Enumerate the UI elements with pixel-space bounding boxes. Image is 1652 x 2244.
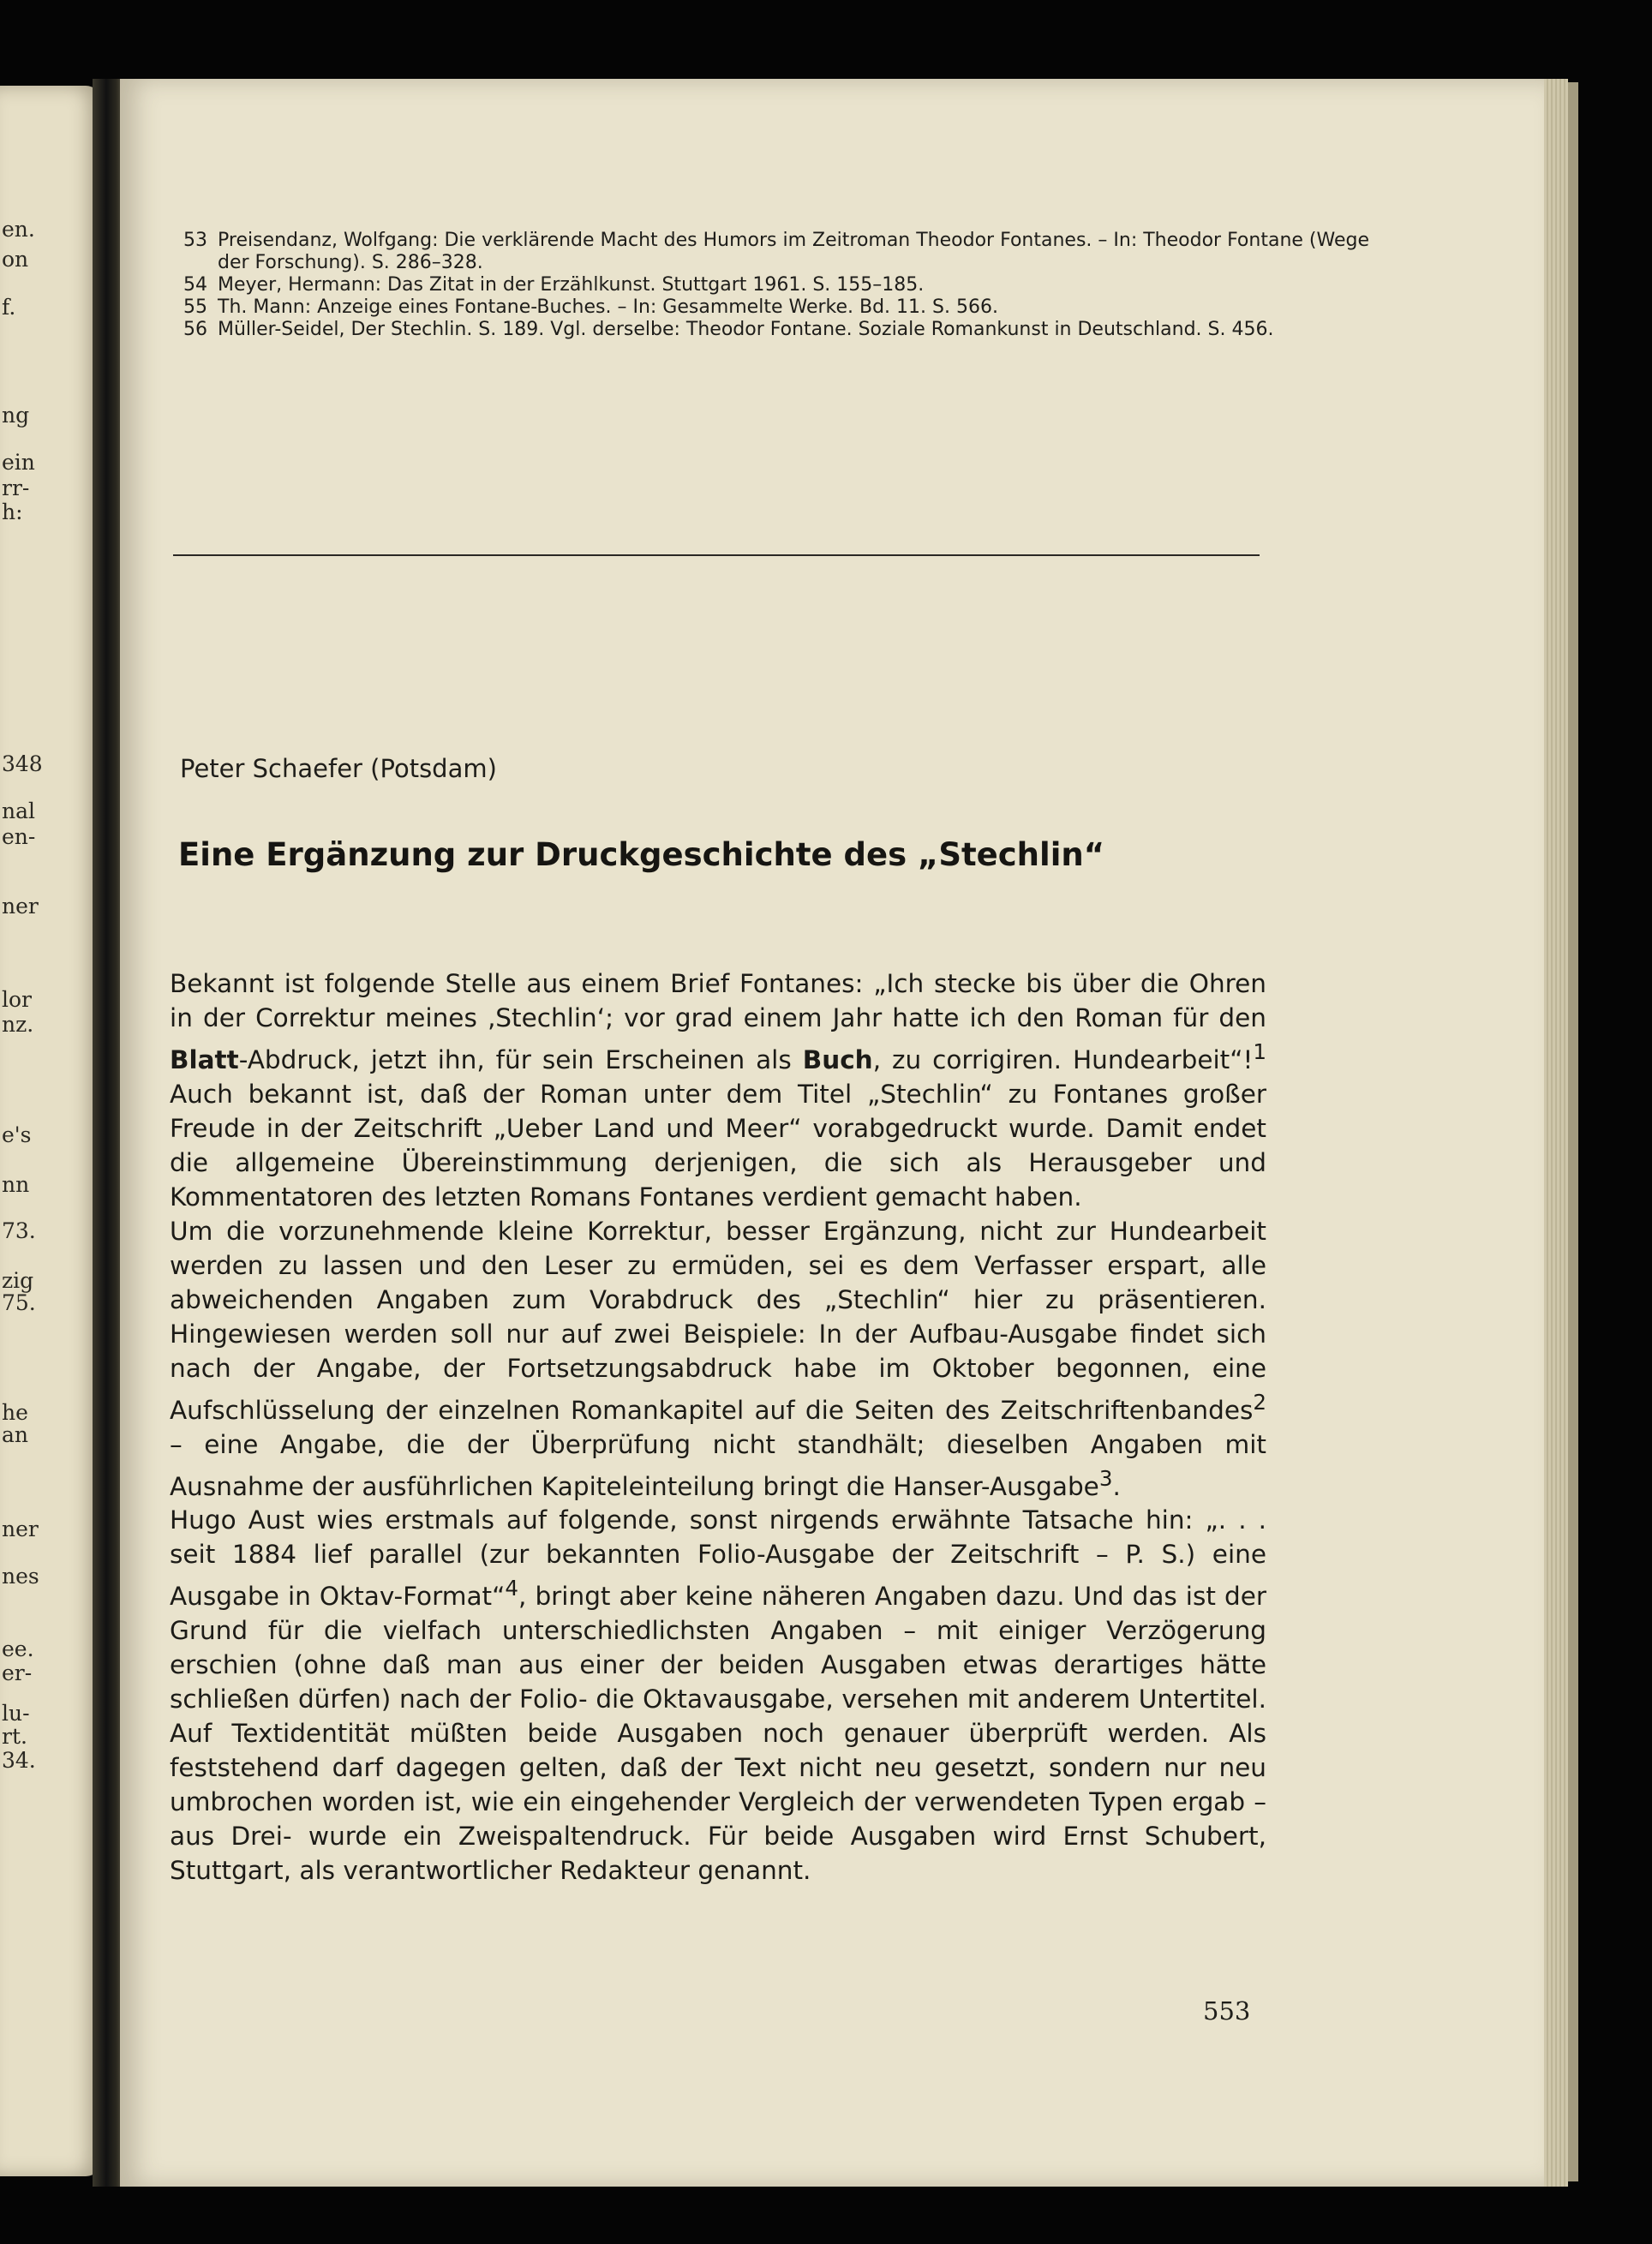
left-fragment: rr- [2,476,30,500]
footnote-number: 54 [183,274,207,296]
footnotes [183,230,1400,341]
footnote [183,319,1400,341]
left-fragment: nes [2,1564,39,1589]
footnote-text: Müller-Seidel, Der Stechlin. S. 189. Vgl. derselbe: Theodor Fontane. Soziale Romankunst in Deutschland. S. 456. [218,319,1274,340]
text-run: , bringt aber keine näheren Angaben dazu. Und das ist der Grund für die vielfach unterschiedlichsten Angaben – mit einiger Verzögerung erschien (ohne daß man aus einer der beiden Ausgaben etwas derartiges hätte schließen dürfen) nach der Folio- die Oktavausgabe, versehen mit anderem Untertitel. Auf Textidentität müßten beide Ausgaben noch genauer überprüft werden. Als feststehend darf dagegen gelten, daß der Text nicht neu gesetzt, sondern nur neu umbrochen worden ist, wie ein eingehender Vergleich der verwendeten Typen ergab – aus Drei- wurde ein Zweispaltendruck. Für beide Ausgaben wird Ernst Schubert, Stuttgart, als verantwortlicher Redakteur genannt. [170,1582,1266,1886]
text-run: Um die vorzunehmende kleine Korrektur, besser Ergänzung, nicht zur Hundearbeit werden zu lassen und den Leser zu ermüden, sei es dem Verfasser erspart, alle abweichenden Angaben zum Vorabdruck des „Stechlin“ hier zu präsentieren. Hingewiesen werden soll nur auf zwei Beispiele: In der Aufbau-Ausgabe findet sich nach der Angabe, der Fortsetzungsabdruck habe im Oktober begonnen, eine Aufschlüsselung der einzelnen Romankapitel auf die Seiten des Zeitschriftenbandes [170,1216,1266,1425]
text-run: Auch bekannt ist, daß der Roman unter dem Titel „Stechlin“ zu Fontanes großer Freude in der Zeitschrift „Ueber Land und Meer“ vorabgedruckt wurde. Damit endet die allgemeine Übereinstimmung derjenigen, die sich als Herausgeber und Kommentatoren des letzten Romans Fontanes verdient gemacht haben. [170,1079,1266,1212]
paragraph [170,1503,1266,1888]
page-number: 553 [1203,1996,1251,2026]
left-fragment: lu- [2,1701,30,1726]
left-fragment: rt. [2,1724,27,1749]
footnote-number: 56 [183,319,207,340]
text-run: Bekannt ist folgende Stelle aus einem Brief Fontanes: „Ich stecke bis über die Ohren in der Correktur meines ‚Stechlin‘; vor grad einem Jahr hatte ich den Roman für den [170,969,1266,1032]
left-fragment: er- [2,1661,33,1685]
footnote-marker: 1 [1253,1039,1266,1064]
left-fragment: zig [2,1268,34,1293]
text-run: -Abdruck, jetzt ihn, für sein Erscheinen als [238,1044,803,1074]
footnote-marker: 4 [505,1576,519,1601]
left-fragment: h: [2,500,23,524]
text-run: Hugo Aust wies erstmals auf folgende, sonst nirgends erwähnte Tatsache hin: „. . . seit 1884 lief parallel (zur bekannten Folio-Ausgabe der Zeitschrift – P. S.) eine Ausgabe in Oktav-Format“ [170,1505,1266,1612]
paragraph [170,966,1266,1214]
left-fragment: ner [2,1517,39,1541]
left-page-edge [0,86,101,2176]
left-fragment: 348 [2,751,43,776]
left-fragment: en. [2,217,35,242]
footnote [183,230,1400,274]
left-fragment: ner [2,894,39,919]
footnote-text: Preisendanz, Wolfgang: Die verklärende Macht des Humors im Zeitroman Theodor Fontanes. – In: Theodor Fontane (Wege der Forschung). S. 286–328. [218,230,1369,273]
left-fragment: en- [2,824,36,849]
article-title: Eine Ergänzung zur Druckgeschichte des „Stechlin“ [178,836,1105,873]
text-run: – eine Angabe, die der Überprüfung nicht standhält; dieselben Angaben mit Ausnahme der ausführlichen Kapiteleinteilung bringt die Hanser-Ausgabe [170,1429,1266,1501]
left-fragment: an [2,1422,29,1447]
left-fragment: ee. [2,1637,34,1661]
section-divider [173,554,1260,556]
footnote-marker: 3 [1098,1465,1113,1491]
left-fragment: e's [2,1122,32,1147]
article-author: Peter Schaefer (Potsdam) [180,754,497,783]
left-fragment: he [2,1400,28,1425]
footnote-number: 55 [183,296,207,318]
left-fragment: ein [2,450,35,475]
left-fragment: on [2,247,29,272]
paragraph [170,1214,1266,1504]
left-fragment: nn [2,1172,30,1197]
footnote-marker: 2 [1253,1389,1266,1415]
left-fragment: nal [2,799,36,823]
left-fragment: 73. [2,1218,36,1243]
left-fragment: 34. [2,1748,36,1773]
left-fragment: lor [2,987,32,1012]
bold-text: Blatt [170,1044,239,1074]
left-fragment: ng [2,403,30,428]
article-body [170,966,1266,1888]
book-page [120,79,1544,2187]
footnote [183,274,1400,296]
footnote [183,296,1400,319]
page-stack-edge [1568,82,1578,2181]
footnote-text: Th. Mann: Anzeige eines Fontane-Buches. – In: Gesammelte Werke. Bd. 11. S. 566. [218,296,998,318]
footnote-text: Meyer, Hermann: Das Zitat in der Erzählkunst. Stuttgart 1961. S. 155–185. [218,274,925,296]
text-run: , zu corrigiren. Hundearbeit“! [872,1044,1254,1074]
left-fragment: 75. [2,1290,36,1315]
left-fragment: f. [2,295,16,320]
footnote-number: 53 [183,230,207,251]
left-fragment: nz. [2,1012,34,1037]
page-stack-edge [1544,79,1568,2187]
text-run: . [1112,1471,1121,1501]
bold-text: Buch [802,1044,873,1074]
